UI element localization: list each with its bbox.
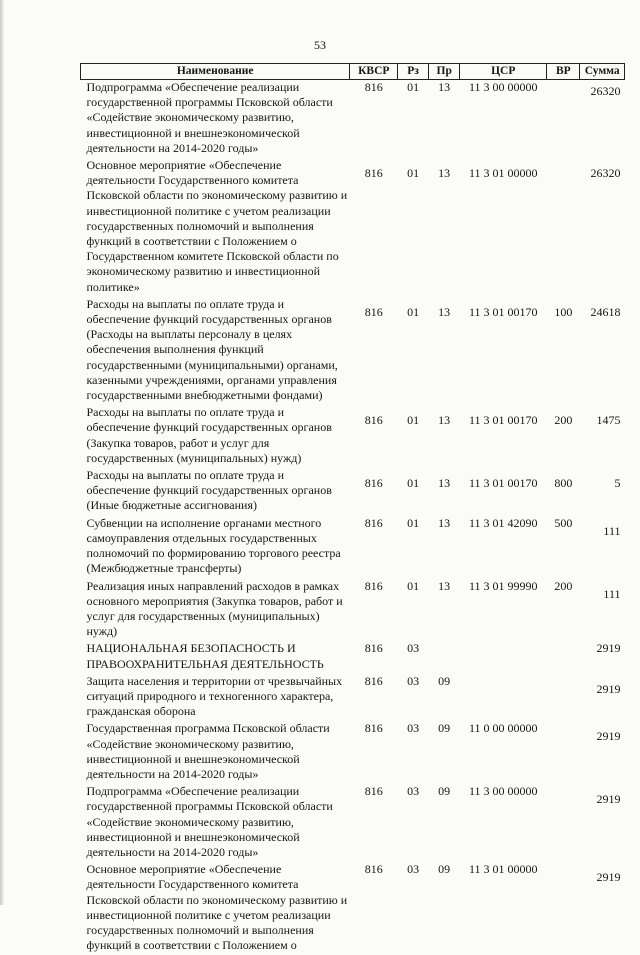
row-pr: 09 [429, 721, 460, 784]
row-csr: 11 3 01 00000 [460, 862, 547, 955]
table-body [81, 80, 625, 955]
row-sum: 111 [580, 516, 625, 579]
row-kvsr: 816 [350, 674, 398, 722]
row-sum: 26320 [580, 158, 625, 297]
row-pr: 13 [429, 579, 460, 642]
table-row [81, 862, 625, 955]
row-sum: 2919 [580, 674, 625, 722]
header-pr: Пр [429, 64, 460, 80]
row-rz: 01 [398, 516, 429, 579]
row-name: Защита населения и территории от чрезвычайных ситуаций природного и техногенного характера, гражданская оборона [81, 674, 350, 722]
row-name: Подпрограмма «Обеспечение реализации государственной программы Псковской области «Содействие экономическому развитию, инвестиционной и внешнеэкономической деятельности на 2014-2020 годы» [81, 784, 350, 862]
row-vr [547, 80, 580, 159]
table-row [81, 516, 625, 579]
row-pr: 13 [429, 80, 460, 159]
row-pr: 13 [429, 468, 460, 516]
row-csr: 11 3 01 00000 [460, 158, 547, 297]
row-pr: 09 [429, 862, 460, 955]
header-rz: Рз [398, 64, 429, 80]
row-sum: 1475 [580, 405, 625, 468]
row-csr: 11 3 01 00170 [460, 297, 547, 405]
row-csr: 11 3 00 00000 [460, 80, 547, 159]
row-kvsr: 816 [350, 468, 398, 516]
header-name: Наименование [81, 64, 350, 80]
row-kvsr: 816 [350, 297, 398, 405]
row-vr: 200 [547, 579, 580, 642]
table-row [81, 579, 625, 642]
row-name: Реализация иных направлений расходов в рамках основного мероприятия (Закупка товаров, работ и услуг для государственных (муниципальных) нужд) [81, 579, 350, 642]
row-rz: 03 [398, 721, 429, 784]
row-rz: 01 [398, 468, 429, 516]
row-csr: 11 3 01 00170 [460, 468, 547, 516]
row-rz: 01 [398, 297, 429, 405]
row-sum: 26320 [580, 80, 625, 159]
row-kvsr: 816 [350, 784, 398, 862]
table-row [81, 297, 625, 405]
row-rz: 03 [398, 641, 429, 673]
row-rz: 03 [398, 784, 429, 862]
row-name: Государственная программа Псковской области «Содействие экономическому развитию, инвестиционной и внешнеэкономической деятельности на 2014-2020 годы» [81, 721, 350, 784]
row-csr [460, 674, 547, 722]
row-kvsr: 816 [350, 862, 398, 955]
row-vr: 800 [547, 468, 580, 516]
row-name: Основное мероприятие «Обеспечение деятельности Государственного комитета Псковской области по экономическому развитию и инвестиционной политике с учетом реализации государственных полномочий и выполнения функций в соответствии с Положением о Государственном комитете Псковской области по экономическому развитию и инвестиционной политике» [81, 158, 350, 297]
row-name: Расходы на выплаты по оплате труда и обеспечение функций государственных органов (Закупка товаров, работ и услуг для государственных (муниципальных) нужд) [81, 405, 350, 468]
row-kvsr: 816 [350, 641, 398, 673]
row-rz: 01 [398, 80, 429, 159]
row-name: НАЦИОНАЛЬНАЯ БЕЗОПАСНОСТЬ И ПРАВООХРАНИТЕЛЬНАЯ ДЕЯТЕЛЬНОСТЬ [81, 641, 350, 673]
table-row [81, 468, 625, 516]
row-name: Основное мероприятие «Обеспечение деятельности Государственного комитета Псковской области по экономическому развитию и инвестиционной политике с учетом реализации государственных полномочий и выполнения функций в соответствии с Положением о [81, 862, 350, 955]
row-sum: 111 [580, 579, 625, 642]
table-row [81, 158, 625, 297]
row-vr: 100 [547, 297, 580, 405]
row-rz: 03 [398, 674, 429, 722]
row-vr [547, 784, 580, 862]
row-csr: 11 3 01 99990 [460, 579, 547, 642]
row-pr: 13 [429, 516, 460, 579]
row-name: Субвенции на исполнение органами местного самоуправления отдельных государственных полномочий по формированию торгового реестра (Межбюджетные трансферты) [81, 516, 350, 579]
row-sum: 2919 [580, 641, 625, 673]
row-pr: 09 [429, 784, 460, 862]
table-header [81, 64, 625, 80]
row-vr [547, 721, 580, 784]
table-row [81, 674, 625, 722]
scan-edge-shadow [0, 0, 4, 905]
row-pr [429, 641, 460, 673]
row-pr: 13 [429, 158, 460, 297]
row-pr: 13 [429, 297, 460, 405]
header-sum: Сумма [580, 64, 625, 80]
row-sum: 24618 [580, 297, 625, 405]
row-csr: 11 3 01 42090 [460, 516, 547, 579]
table-row [81, 784, 625, 862]
row-sum: 5 [580, 468, 625, 516]
row-sum: 2919 [580, 721, 625, 784]
row-kvsr: 816 [350, 721, 398, 784]
row-kvsr: 816 [350, 405, 398, 468]
header-kvsr: КВСР [350, 64, 398, 80]
row-name: Расходы на выплаты по оплате труда и обеспечение функций государственных органов (Расходы на выплаты персоналу в целях обеспечения выполнения функций государственными (муниципальными) органами, казенными учреждениями, органами управления государственными внебюджетными фондами) [81, 297, 350, 405]
row-vr [547, 641, 580, 673]
row-sum: 2919 [580, 862, 625, 955]
row-rz: 01 [398, 405, 429, 468]
row-kvsr: 816 [350, 80, 398, 159]
row-name: Расходы на выплаты по оплате труда и обеспечение функций государственных органов (Иные бюджетные ассигнования) [81, 468, 350, 516]
row-csr: 11 0 00 00000 [460, 721, 547, 784]
row-pr: 09 [429, 674, 460, 722]
row-vr: 200 [547, 405, 580, 468]
row-name: Подпрограмма «Обеспечение реализации государственной программы Псковской области «Содействие экономическому развитию, инвестиционной и внешнеэкономической деятельности на 2014-2020 годы» [81, 80, 350, 159]
table-row [81, 641, 625, 673]
row-rz: 03 [398, 862, 429, 955]
row-csr [460, 641, 547, 673]
header-vr: ВР [547, 64, 580, 80]
row-kvsr: 816 [350, 579, 398, 642]
row-rz: 01 [398, 158, 429, 297]
row-kvsr: 816 [350, 158, 398, 297]
budget-table [80, 63, 625, 955]
header-csr: ЦСР [460, 64, 547, 80]
row-rz: 01 [398, 579, 429, 642]
table-row [81, 80, 625, 159]
row-vr [547, 674, 580, 722]
row-sum: 2919 [580, 784, 625, 862]
row-vr: 500 [547, 516, 580, 579]
row-csr: 11 3 00 00000 [460, 784, 547, 862]
row-pr: 13 [429, 405, 460, 468]
page-number: 53 [0, 38, 640, 53]
table-row [81, 721, 625, 784]
row-kvsr: 816 [350, 516, 398, 579]
row-vr [547, 862, 580, 955]
row-vr [547, 158, 580, 297]
table-row [81, 405, 625, 468]
row-csr: 11 3 01 00170 [460, 405, 547, 468]
